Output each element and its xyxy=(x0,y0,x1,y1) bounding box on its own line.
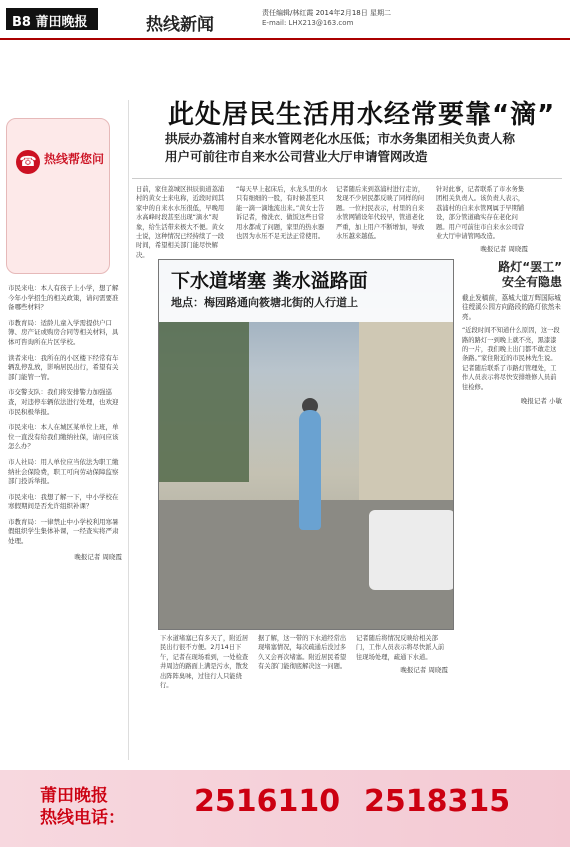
streetlight-body: “近段时间不知道什么原因，这一段路的路灯一到晚上就不亮，黑漆漆的一片，我们晚上出门都不敢走这条路。”家住附近的市民林先生说。记者随后联系了市路灯管理处，工作人员表示将尽快安排维修人员前往检修。 xyxy=(462,327,560,391)
qa-answer-4: 市教育局：一律禁止中小学校利用寒暑假组织学生集体补课，一经查实将严肃处理。 xyxy=(8,517,119,546)
main-article-col-4 xyxy=(436,185,528,255)
photo-tree xyxy=(159,322,249,482)
news-photo xyxy=(158,259,454,630)
photo-story-col-2: 据了解，这一带的下水道经常出现堵塞情况，每次疏通后没过多久又会再次堵塞。附近居民希望有关部门能彻底解决这一问题。 xyxy=(258,635,347,671)
photo-story-col-1: 下水道堵塞已有多天了，附近居民出行很不方便。2月14日下午，记者在现场看到，一处检查井周边的路面上满是污水，散发出阵阵臭味，过往行人只能绕行。 xyxy=(160,635,249,690)
header-meta xyxy=(262,8,562,28)
photo-pedestrian xyxy=(299,410,321,530)
qa-answer-2: 市交警支队：我们将安排警力加强巡查，对违停车辆依法进行处理，也欢迎市民积极举报。 xyxy=(8,388,119,416)
streetlight-article xyxy=(462,260,562,405)
photo-story-byline: 晚报记者 周晓霞 xyxy=(400,666,448,675)
banner-label-line-2: 热线电话： xyxy=(40,808,125,828)
left-column-divider xyxy=(128,100,129,760)
banner-label-line-1: 莆田晚报 xyxy=(40,786,108,806)
hotline-banner-label xyxy=(40,785,125,829)
photo-car xyxy=(369,510,454,590)
photo-story-col-3-text: 记者随后将情况反映给相关部门，工作人员表示将尽快派人前往现场处理，疏通下水道。 xyxy=(356,635,445,661)
subhead-line-2: 用户可前往市自来水公司营业大厅申请管网改造 xyxy=(165,149,428,164)
hotline-logo-title: 热线帮您问 xyxy=(44,152,105,166)
headline-divider xyxy=(132,178,562,179)
streetlight-byline: 晚报记者 小敏 xyxy=(520,397,562,406)
main-article-col-2: “每天早上起床后，水龙头里的水只有细细的一股，有时候甚至只能一滴一滴地流出来。”黄女士告诉记者，像洗衣、做饭这些日常用水都成了问题，家里的热水器也因为水压不足无法正常使用。 xyxy=(236,186,328,241)
main-article-col-4-text: 针对此事，记者联系了市水务集团相关负责人。该负责人表示，荔浦村的自来水管网属于早期铺设，部分管道确实存在老化问题。用户可前往市自来水公司营业大厅申请管网改造。 xyxy=(436,186,525,241)
hotline-qa-column xyxy=(8,284,122,568)
hotline-phone-2: 2518315 xyxy=(364,784,511,819)
editor-email: E-mail: LHX213@163.com xyxy=(262,19,354,27)
page-number-tag: B8 莆田晚报 xyxy=(6,8,98,30)
streetlight-title-2: 安全有隐患 xyxy=(501,275,562,289)
photo-building xyxy=(359,322,454,502)
qa-question-3: 市民来电：本人在城区某单位上班，单位一直没有给我们缴纳社保，请问应该怎么办？ xyxy=(8,423,119,451)
photo-story-col-3 xyxy=(356,634,448,676)
phone-icon: ☎ xyxy=(16,150,40,174)
editor-date: 责任编辑/林红霞 2014年2月18日 星期二 xyxy=(262,9,391,17)
photo-story-location: 地点：梅园路通向筱塘北街的人行道上 xyxy=(171,296,358,309)
main-article-col-3: 记者随后来到荔浦村进行走访，发现不少居民都反映了同样的问题。一位村民表示，村里的自来水管网铺设年代较早，管道老化严重，加上用户不断增加，导致水压越来越低。 xyxy=(336,186,425,241)
qa-byline: 晚报记者 周晓霞 xyxy=(74,552,122,561)
subhead-line-1: 拱辰办荔浦村自来水管网老化水压低；市水务集团相关负责人称 xyxy=(165,131,516,146)
main-subhead xyxy=(165,130,565,166)
main-article-col-1: 日前，家住荔城区拱辰街道荔浦村的黄女士来电称，近段时间其家中的自来水水压很低，早晚用水高峰时段甚至出现“滴水”现象，给生活带来极大不便。黄女士说，这种情况已经持续了一段时间，希望相关部门能尽快解决。 xyxy=(136,186,225,259)
section-title: 热线新闻 xyxy=(146,15,214,35)
streetlight-title-1: 路灯“罢工” xyxy=(498,260,562,274)
main-article-byline: 晚报记者 周晓霞 xyxy=(480,245,528,254)
streetlight-lead: 截止发稿前，荔城大道万辉国际城往绶溪公园方向路段的路灯依然未亮。 xyxy=(462,294,561,321)
hotline-phone-1: 2516110 xyxy=(194,784,341,819)
qa-question-1: 市民来电：本人有孩子上小学，想了解今年小学招生的相关政策，请问需要准备哪些材料？ xyxy=(8,284,119,312)
main-headline: 此处居民生活用水经常要靠“滴” xyxy=(168,100,556,130)
hotline-logo-box xyxy=(6,118,110,274)
qa-answer-1: 市教育局：适龄儿童入学需提供户口簿、房产证或购房合同等相关材料，具体可咨询所在片区学校。 xyxy=(8,318,119,346)
qa-question-4: 市民来电：我想了解一下，中小学校在寒假期间是否允许组织补课？ xyxy=(8,492,119,511)
qa-answer-3: 市人社局：用人单位应当依法为职工缴纳社会保险费，职工可向劳动保障监察部门投诉举报。 xyxy=(8,457,119,486)
qa-question-2: 读者来电：我所在的小区楼下经常有车辆乱停乱放，影响居民出行，希望有关部门能管一管。 xyxy=(8,353,119,381)
photo-story-title: 下水道堵塞 粪水溢路面 xyxy=(171,270,368,292)
